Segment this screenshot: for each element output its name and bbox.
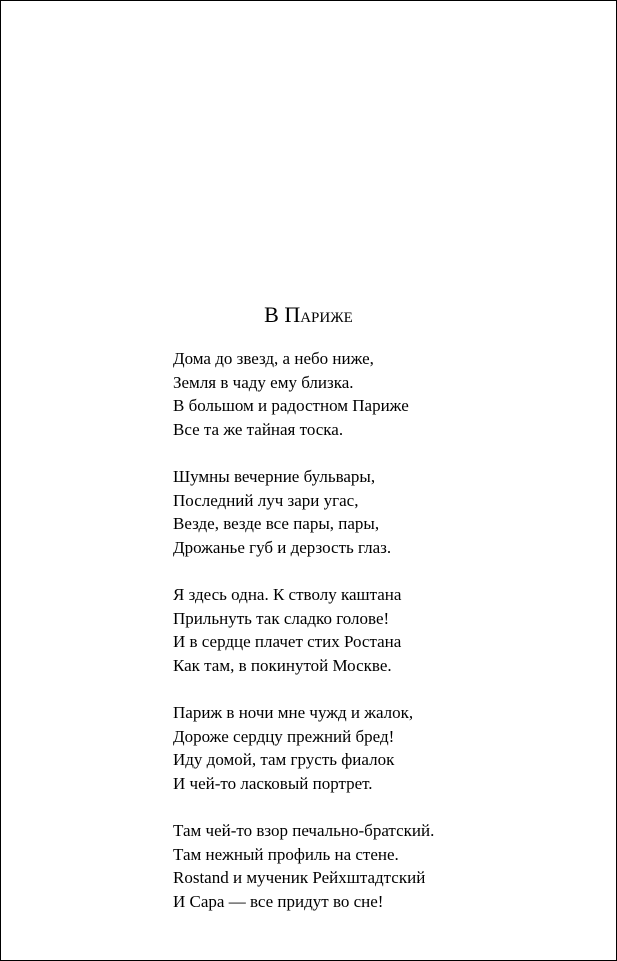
poem-line: Дороже сердцу прежний бред! [173,726,395,746]
poem-line: И Сара — все придут во сне! [173,891,384,911]
stanza-3 [173,583,593,677]
poem-title-text: В Париже [264,302,353,327]
poem-line: Земля в чаду ему близка. [173,372,354,392]
poem-line: Rostand и мученик Рейхштадтский [173,868,426,887]
poem-title [1,299,616,331]
poem-line: Там чей-то взор печально-братский. [173,821,435,840]
poem-line: Там нежный профиль на стене. [173,844,399,864]
poem-line: Все та же тайная тоска. [173,419,344,439]
poem-line: Везде, везде все пары, пары, [173,514,380,533]
poem-line: Иду домой, там грусть фиалок [173,750,395,769]
stanza-2 [173,465,593,559]
poem-line: И чей-то ласковый портрет. [173,773,373,793]
poem-body [173,347,593,937]
poem-line: Дрожанье губ и дерзость глаз. [173,537,392,557]
poem-line: Шумны вечерние бульвары, [173,467,376,486]
stanza-1 [173,347,593,441]
poem-line: Как там, в покинутой Москве. [173,655,392,675]
poem-line: Последний луч зари угас, [173,490,359,510]
poem-line: И в сердце плачет стих Ростана [173,632,402,651]
poem-line: Я здесь одна. К стволу каштана [173,585,402,604]
poem-line: Прильнуть так сладко голове! [173,608,390,628]
stanza-4 [173,701,593,795]
stanza-5 [173,819,593,913]
poem-line: Дома до звезд, а небо ниже, [173,349,374,368]
poem-line: В большом и радостном Париже [173,396,409,415]
poem-line: Париж в ночи мне чужд и жалок, [173,703,414,722]
